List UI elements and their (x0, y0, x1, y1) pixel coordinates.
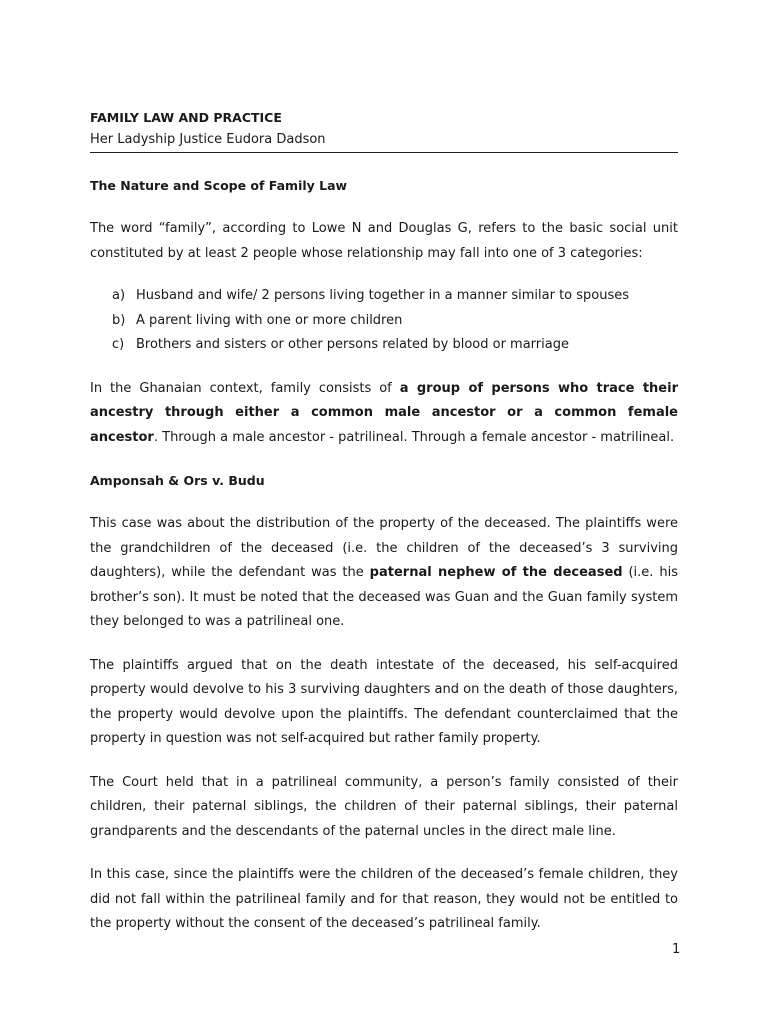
case-paragraph-4: In this case, since the plaintiffs were the children of the deceased’s female children, they did not fall within the patrilineal family and for that reason, they would not be entitled to the property without the consent of the deceased’s patrilineal family. (90, 867, 678, 931)
document-body (90, 108, 678, 937)
list-marker: b) (112, 312, 126, 328)
list-item-text: A parent living with one or more children (136, 312, 403, 328)
list-item (112, 284, 678, 309)
document-title: FAMILY LAW AND PRACTICE (90, 110, 282, 125)
case-paragraph-3: The Court held that in a patrilineal community, a person’s family consisted of their children, their paternal siblings, the children of their paternal siblings, their paternal grandparents and the descendants of the paternal uncles in the direct male line. (90, 774, 678, 839)
list-item (112, 309, 678, 334)
case-heading: Amponsah & Ors v. Budu (90, 473, 265, 488)
paragraph-text: . Through a male ancestor - patrilineal. Through a female ancestor - matrilineal. (153, 429, 675, 445)
case-paragraph-1 (90, 512, 678, 635)
emphasis-text: a group of persons who trace their ancestry through either a common male ancestor or a common female ancestor (90, 380, 678, 445)
list-marker: a) (112, 288, 126, 303)
emphasis-text: paternal nephew of the deceased (369, 565, 623, 580)
section-heading: The Nature and Scope of Family Law (90, 178, 348, 193)
case-paragraph-2: The plaintiffs argued that on the death intestate of the deceased, his self-acquired property would devolve to his 3 surviving daughters and on the death of those daughters, the property would devolve upon the plaintiffs. The defendant counterclaimed that the property in question was not self-acquired but rather family property. (90, 657, 678, 746)
paragraph-text: (i.e. his brother’s son). It must be noted that the deceased was Guan and the Guan family system they belonged to was a patrilineal one. (90, 565, 678, 629)
list-item (112, 333, 678, 358)
author-line: Her Ladyship Justice Eudora Dadson (90, 128, 678, 153)
list-marker: c) (112, 337, 125, 352)
paragraph-text: This case was about the distribution of the property of the deceased. The plaintiffs were the grandchildren of the deceased (i.e. the children of the deceased’s 3 surviving daughters), while the defendant was the (90, 516, 678, 580)
categories-list (90, 284, 678, 358)
ghanaian-context-paragraph (90, 377, 678, 451)
list-item-text: Husband and wife/ 2 persons living together in a manner similar to spouses (136, 288, 630, 303)
paragraph-text: In the Ghanaian context, family consists of (90, 380, 400, 396)
page-number: 1 (672, 942, 681, 957)
intro-paragraph: The word “family”, according to Lowe N and Douglas G, refers to the basic social unit constituted by at least 2 people whose relationship may fall into one of 3 categories: (90, 221, 678, 261)
list-item-text: Brothers and sisters or other persons related by blood or marriage (136, 337, 569, 352)
